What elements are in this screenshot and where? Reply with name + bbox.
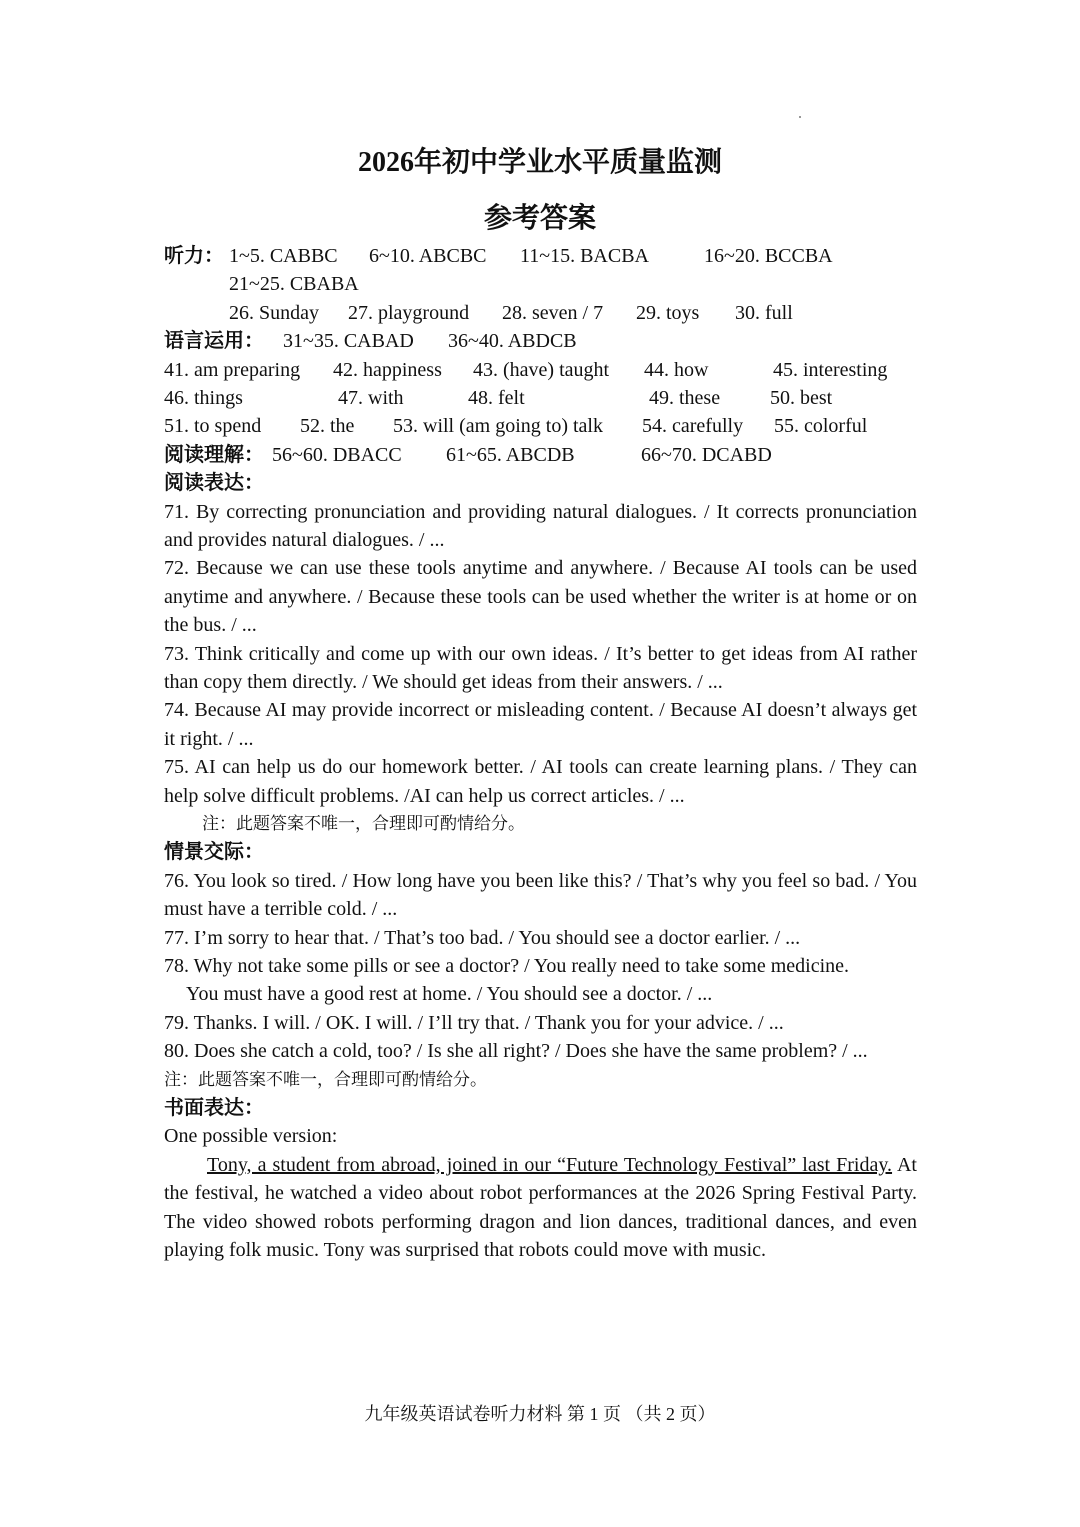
answer-item: 56~60. DBACC bbox=[272, 443, 402, 466]
answer-item: 16~20. BCCBA bbox=[704, 245, 833, 267]
answer-item: 1~5. CABBC bbox=[229, 245, 338, 267]
answer-80: 80. Does she catch a cold, too? / Is she all right? / Does she have the same problem? / ... bbox=[164, 1040, 868, 1063]
answer-item: 54. carefully bbox=[642, 415, 744, 438]
answer-item: 27. playground bbox=[348, 301, 470, 324]
speck-mark bbox=[799, 116, 801, 118]
language-row-0 bbox=[164, 327, 917, 355]
answer-74: 74. Because AI may provide incorrect or misleading content. / Because AI doesn’t always get it right. / ... bbox=[164, 699, 917, 750]
writing-intro: One possible version: bbox=[164, 1125, 338, 1148]
answer-item: 66~70. DCABD bbox=[641, 443, 772, 466]
answer-item: 6~10. ABCBC bbox=[369, 245, 487, 267]
answer-78-line-1: 78. Why not take some pills or see a doctor? / You really need to take some medicine. bbox=[164, 955, 850, 978]
answer-78-line-2: You must have a good rest at home. / You should see a doctor. / ... bbox=[186, 983, 713, 1006]
answer-item: 41. am preparing bbox=[164, 358, 301, 381]
answer-77: 77. I’m sorry to hear that. / That’s too bad. / You should see a doctor earlier. / ... bbox=[164, 926, 801, 949]
answer-item: 21~25. CBABA bbox=[229, 273, 359, 296]
answer-72: 72. Because we can use these tools anytime and anywhere. / Because AI tools can be used anytime and anywhere. / Because these tools can be used whether the writer is at home or on the bus. / ... bbox=[164, 557, 917, 637]
answer-item: 45. interesting bbox=[773, 358, 888, 381]
answer-item: 47. with bbox=[338, 386, 404, 409]
answer-73: 73. Think critically and come up with our own ideas. / It’s better to get ideas from AI rather than copy them directly. / We should get ideas from their answers. / ... bbox=[164, 642, 917, 693]
answer-item: 30. full bbox=[735, 301, 793, 324]
answer-75: 75. AI can help us do our homework better. / AI tools can create learning plans. / They can help solve difficult problems. /AI can help us correct articles. / ... bbox=[164, 756, 917, 807]
section-label-reading: 阅读理解： bbox=[164, 443, 264, 466]
answer-item: 43. (have) taught bbox=[473, 358, 610, 381]
page-title: 2026年初中学业水平质量监测 bbox=[357, 147, 722, 178]
answer-item: 28. seven / 7 bbox=[502, 301, 604, 324]
answer-item: 36~40. ABDCB bbox=[448, 330, 577, 353]
section-label-listening: 听力： bbox=[164, 245, 224, 267]
listening-row-3 bbox=[164, 299, 917, 327]
answer-item: 53. will (am going to) talk bbox=[393, 415, 603, 438]
answer-79: 79. Thanks. I will. / OK. I will. / I’ll try that. / Thank you for your advice. / ... bbox=[164, 1011, 784, 1034]
language-row-3 bbox=[164, 412, 917, 440]
answer-item: 51. to spend bbox=[164, 415, 262, 438]
writing-essay bbox=[164, 1151, 917, 1265]
answer-item: 26. Sunday bbox=[229, 301, 319, 324]
note-situation: 注：此题答案不唯一，合理即可酌情给分。 bbox=[164, 1069, 487, 1089]
answer-item: 55. colorful bbox=[774, 415, 868, 438]
answer-item: 52. the bbox=[300, 415, 355, 438]
answer-item: 44. how bbox=[644, 358, 709, 381]
language-row-1 bbox=[164, 356, 917, 384]
answer-item: 50. best bbox=[770, 386, 833, 409]
answer-item: 61~65. ABCDB bbox=[446, 443, 575, 466]
listening-row-1 bbox=[164, 242, 917, 270]
section-label-language: 语言运用： bbox=[164, 330, 264, 353]
section-label-writing: 书面表达： bbox=[164, 1097, 264, 1120]
answer-item: 48. felt bbox=[468, 386, 525, 409]
reading-row bbox=[164, 441, 917, 469]
answer-item: 29. toys bbox=[636, 301, 700, 324]
answer-content bbox=[164, 242, 917, 1265]
section-label-expression: 阅读表达： bbox=[164, 472, 264, 495]
page-subtitle: 参考答案 bbox=[483, 203, 596, 234]
writing-underlined-sentence: Tony, a student from abroad, joined in our “Future Technology Festival” last Friday. bbox=[207, 1153, 893, 1176]
answer-item: 42. happiness bbox=[333, 358, 442, 381]
answer-71: 71. By correcting pronunciation and providing natural dialogues. / It corrects pronunciation and provides natural dialogues. / ... bbox=[164, 500, 917, 551]
writing-essay-body: At the festival, he watched a video about robot performances at the 2026 Spring Festival Party. The video showed robots performing dragon and lion dances, traditional dances, and even playing folk music. Tony was surprised that robots could move with music. bbox=[164, 1153, 917, 1262]
answer-item: 49. these bbox=[649, 386, 721, 409]
answer-item: 31~35. CABAD bbox=[283, 330, 414, 353]
language-row-2 bbox=[164, 384, 917, 412]
note-expression: 注：此题答案不唯一，合理即可酌情给分。 bbox=[202, 814, 525, 833]
answer-76: 76. You look so tired. / How long have you been like this? / That’s why you feel so bad. / You must have a terrible cold. / ... bbox=[164, 869, 917, 921]
listening-row-2 bbox=[164, 270, 917, 298]
answer-item: 46. things bbox=[164, 386, 243, 409]
page-footer: 九年级英语试卷听力材料 第 1 页 （共 2 页） bbox=[364, 1404, 716, 1424]
answer-item: 11~15. BACBA bbox=[520, 245, 649, 267]
section-label-situation: 情景交际： bbox=[164, 841, 264, 864]
